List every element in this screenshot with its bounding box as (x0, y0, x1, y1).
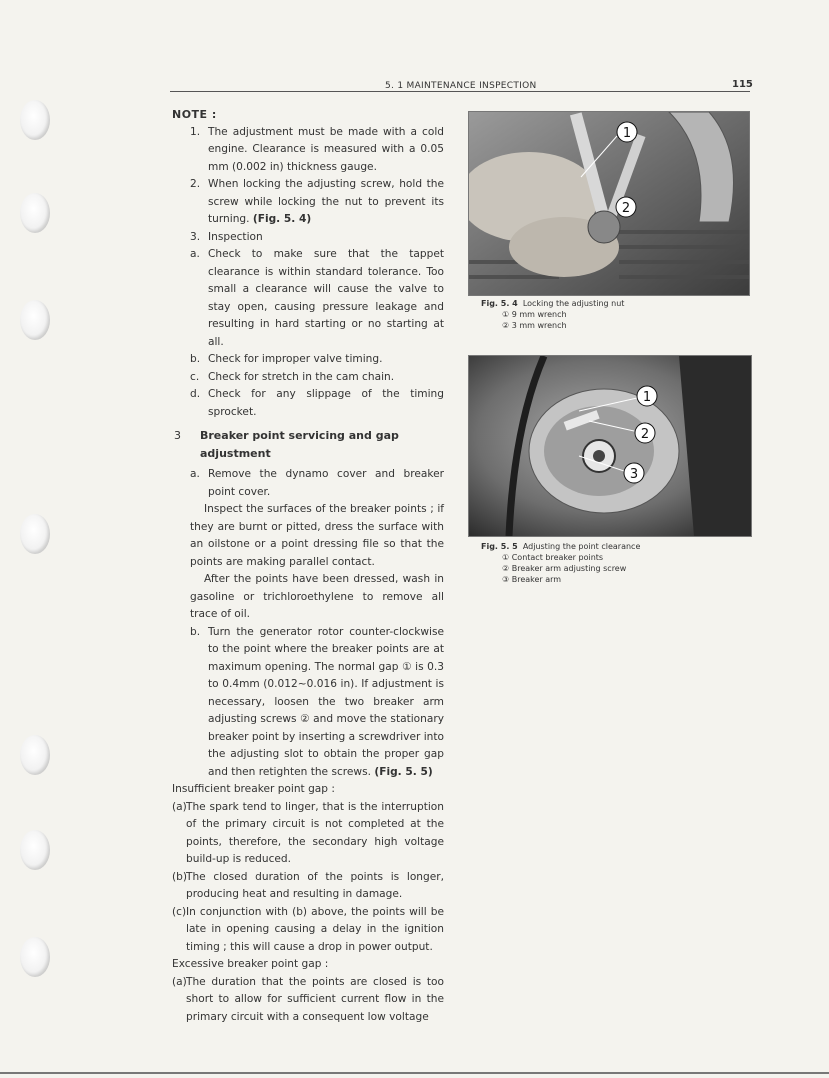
svg-text:2: 2 (621, 201, 631, 216)
procedure-item: b. Turn the generator rotor counter-clockwise to the point where the breaker points are at maximum opening. The normal gap ① is 0.3 to 0.4mm (0.012~0.016 in). If adjustment is necessary, loosen the two breaker arm adjusting screws ② and move the stationary breaker point by inserting a screwdriver into the adjusting slot to obtain the proper gap and then retighten the screws. (Fig. 5. 5) (190, 625, 444, 778)
page-bottom-edge (0, 1072, 829, 1074)
caption-item: ② 3 mm wrench (502, 321, 567, 330)
punch-hole-icon (20, 735, 50, 775)
note-item: 2. When locking the adjusting screw, hold the screw while locking the nut to prevent its turning. (Fig. 5. 4) (190, 178, 444, 225)
paragraph: After the points have been dressed, wash in gasoline or trichloroethylene to remove all trace of oil. (190, 573, 444, 620)
svg-text:2: 2 (640, 427, 650, 442)
punch-hole-icon (20, 830, 50, 870)
list-item: (c) In conjunction with (b) above, the points will be late in opening causing a delay in the ignition timing ; this will cause a drop in power output. (172, 905, 444, 953)
figure-reference: (Fig. 5. 5) (374, 765, 433, 778)
svg-text:1: 1 (622, 126, 632, 141)
note-item: d. Check for any slippage of the timing sprocket. (190, 388, 444, 418)
caption-item: ① Contact breaker points (502, 553, 604, 562)
figure-5-4-photo (468, 111, 750, 296)
note-item: 1. The adjustment must be made with a cold engine. Clearance is measured with a 0.05 mm (0.002 in) thickness gauge. (190, 125, 444, 173)
punch-hole-icon (20, 937, 50, 977)
caption-item: ② Breaker arm adjusting screw (502, 564, 627, 573)
list-item: (a) The duration that the points are closed is too short to allow for sufficient current flow in the primary circuit with a consequent low voltage (172, 975, 444, 1023)
page-number: 115 (732, 79, 753, 90)
figure-5-5-photo (468, 355, 752, 537)
note-item: c. Check for stretch in the cam chain. (190, 370, 395, 383)
procedure-item: a. Remove the dynamo cover and breaker point cover. (190, 468, 444, 498)
punch-hole-icon (20, 100, 50, 140)
main-text-column (172, 106, 444, 1026)
header-rule (170, 91, 750, 92)
figure-5-5-caption: Fig. 5. 5 Adjusting the point clearance ① Contact breaker points ② Breaker arm adjusting screw ③ Breaker arm (481, 542, 641, 584)
svg-text:1: 1 (642, 390, 652, 405)
list-item: (a) The spark tend to linger, that is the interruption of the primary circuit is not completed at the points, therefore, the secondary high voltage build-up is reduced. (172, 800, 444, 865)
svg-text:3: 3 (629, 467, 639, 482)
note-item: 3. Inspection (190, 230, 263, 243)
note-item: b. Check for improper valve timing. (190, 353, 383, 365)
punch-hole-icon (20, 300, 50, 340)
caption-item: ① 9 mm wrench (502, 310, 567, 319)
section-title: 5. 1 MAINTENANCE INSPECTION (385, 81, 537, 91)
subheading: Insufficient breaker point gap : (172, 783, 335, 795)
caption-item: ③ Breaker arm (502, 575, 562, 584)
section-heading: 3 Breaker point servicing and gap adjustment (174, 429, 399, 460)
figure-5-4-caption: Fig. 5. 4 Locking the adjusting nut ① 9 mm wrench ② 3 mm wrench (481, 299, 625, 330)
punch-hole-icon (20, 193, 50, 233)
figure-reference: (Fig. 5. 4) (252, 213, 312, 225)
punch-hole-icon (20, 514, 50, 554)
note-title: NOTE : (172, 108, 217, 121)
paragraph: Inspect the surfaces of the breaker points ; if they are burnt or pitted, dress the surface with an oilstone or a point dressing file so that the points are making parallel contact. (190, 503, 444, 568)
note-item: a. Check to make sure that the tappet clearance is within standard tolerance. Too small a clearance will cause the valve to stay open, causing pressure leakage and resulting in hard starting or no starting at all. (190, 248, 444, 348)
list-item: (b) The closed duration of the points is longer, producing heat and resulting in damage. (172, 870, 444, 900)
subheading: Excessive breaker point gap : (172, 958, 329, 970)
